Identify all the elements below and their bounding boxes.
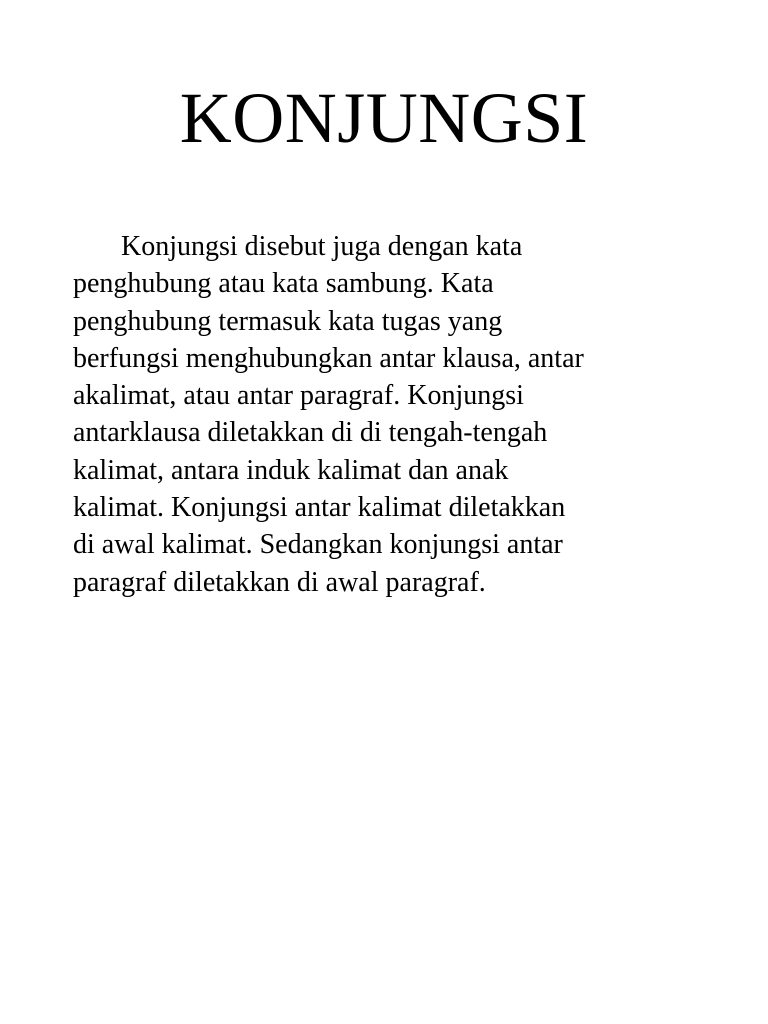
paragraph-line: paragraf diletakkan di awal paragraf. xyxy=(73,566,486,598)
paragraph-line: antarklausa diletakkan di di tengah-tengah xyxy=(73,417,548,449)
body-paragraph xyxy=(73,228,703,601)
paragraph-line: di awal kalimat. Sedangkan konjungsi antar xyxy=(73,529,563,561)
paragraph-line: kalimat. Konjungsi antar kalimat diletakkan xyxy=(73,492,566,524)
paragraph-line: penghubung termasuk kata tugas yang xyxy=(73,305,503,337)
paragraph-line: Konjungsi disebut juga dengan kata xyxy=(121,231,523,262)
paragraph-line: kalimat, antara induk kalimat dan anak xyxy=(73,454,509,486)
paragraph-line: berfungsi menghubungkan antar klausa, antar xyxy=(73,342,584,374)
paragraph-line: penghubung atau kata sambung. Kata xyxy=(73,268,494,300)
page-title: KONJUNGSI xyxy=(179,78,589,158)
paragraph-line: akalimat, atau antar paragraf. Konjungsi xyxy=(73,380,524,412)
